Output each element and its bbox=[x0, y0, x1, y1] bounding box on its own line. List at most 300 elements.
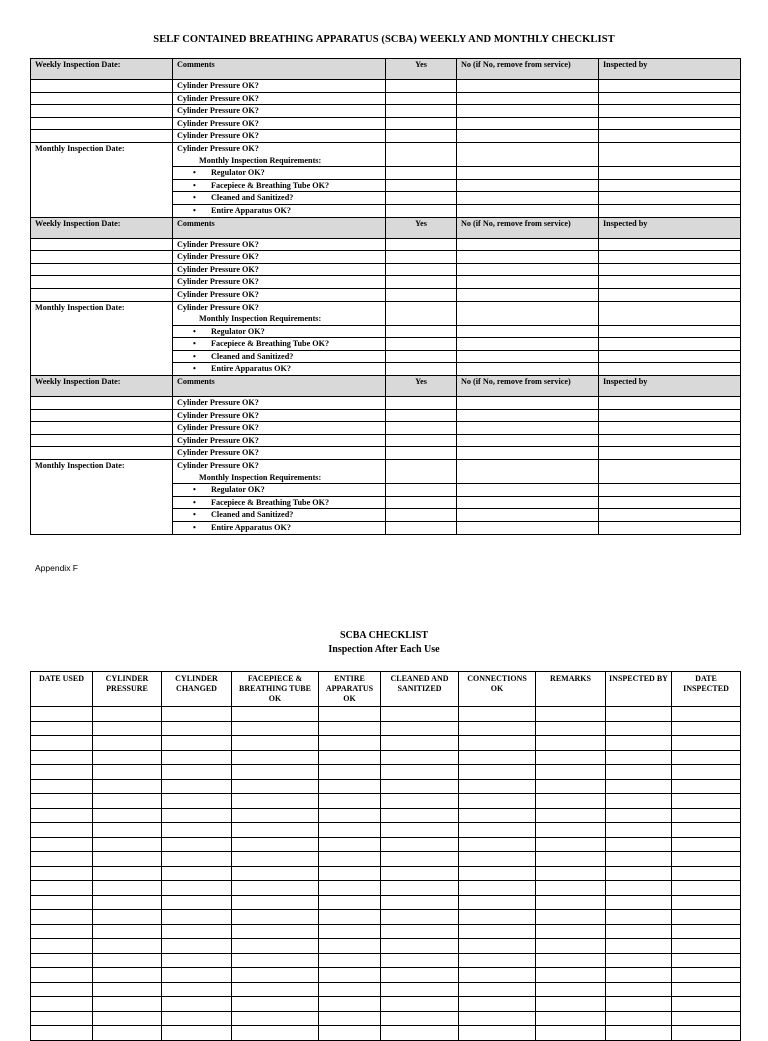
checklist-cell[interactable] bbox=[459, 968, 536, 983]
checklist-cell[interactable] bbox=[319, 750, 381, 765]
inspected-by-cell[interactable] bbox=[599, 484, 741, 497]
yes-cell[interactable] bbox=[386, 92, 457, 105]
checklist-cell[interactable] bbox=[162, 852, 232, 867]
yes-cell[interactable] bbox=[386, 117, 457, 130]
checklist-cell[interactable] bbox=[232, 1026, 319, 1041]
checklist-cell[interactable] bbox=[93, 1011, 162, 1026]
checklist-cell[interactable] bbox=[319, 779, 381, 794]
checklist-cell[interactable] bbox=[31, 939, 93, 954]
checklist-cell[interactable] bbox=[319, 997, 381, 1012]
checklist-cell[interactable] bbox=[459, 953, 536, 968]
checklist-cell[interactable] bbox=[672, 736, 741, 751]
checklist-cell[interactable] bbox=[162, 910, 232, 925]
checklist-cell[interactable] bbox=[31, 1026, 93, 1041]
checklist-cell[interactable] bbox=[381, 823, 459, 838]
checklist-cell[interactable] bbox=[536, 1011, 606, 1026]
checklist-cell[interactable] bbox=[93, 736, 162, 751]
checklist-cell[interactable] bbox=[93, 750, 162, 765]
weekly-date-cell[interactable] bbox=[31, 422, 173, 435]
checklist-cell[interactable] bbox=[536, 721, 606, 736]
checklist-cell[interactable] bbox=[381, 968, 459, 983]
checklist-cell[interactable] bbox=[672, 1011, 741, 1026]
inspected-by-cell[interactable] bbox=[599, 422, 741, 435]
checklist-cell[interactable] bbox=[319, 837, 381, 852]
inspected-by-cell[interactable] bbox=[599, 179, 741, 192]
checklist-cell[interactable] bbox=[381, 765, 459, 780]
checklist-cell[interactable] bbox=[459, 808, 536, 823]
checklist-cell[interactable] bbox=[319, 1026, 381, 1041]
checklist-cell[interactable] bbox=[606, 953, 672, 968]
yes-cell[interactable] bbox=[386, 105, 457, 118]
checklist-cell[interactable] bbox=[459, 997, 536, 1012]
checklist-cell[interactable] bbox=[606, 895, 672, 910]
checklist-cell[interactable] bbox=[536, 779, 606, 794]
checklist-cell[interactable] bbox=[606, 707, 672, 722]
checklist-cell[interactable] bbox=[606, 721, 672, 736]
checklist-cell[interactable] bbox=[31, 866, 93, 881]
checklist-cell[interactable] bbox=[536, 968, 606, 983]
checklist-cell[interactable] bbox=[536, 823, 606, 838]
checklist-cell[interactable] bbox=[31, 852, 93, 867]
yes-cell[interactable] bbox=[386, 447, 457, 460]
checklist-cell[interactable] bbox=[162, 837, 232, 852]
weekly-date-cell[interactable] bbox=[31, 238, 173, 251]
checklist-cell[interactable] bbox=[162, 982, 232, 997]
no-cell[interactable] bbox=[457, 155, 599, 167]
checklist-cell[interactable] bbox=[381, 924, 459, 939]
checklist-cell[interactable] bbox=[162, 721, 232, 736]
yes-cell[interactable] bbox=[386, 350, 457, 363]
checklist-cell[interactable] bbox=[319, 910, 381, 925]
checklist-cell[interactable] bbox=[606, 1011, 672, 1026]
inspected-by-cell[interactable] bbox=[599, 460, 741, 472]
no-cell[interactable] bbox=[457, 117, 599, 130]
yes-cell[interactable] bbox=[386, 155, 457, 167]
no-cell[interactable] bbox=[457, 313, 599, 325]
inspected-by-cell[interactable] bbox=[599, 434, 741, 447]
inspected-by-cell[interactable] bbox=[599, 325, 741, 338]
checklist-cell[interactable] bbox=[381, 837, 459, 852]
checklist-cell[interactable] bbox=[93, 881, 162, 896]
checklist-cell[interactable] bbox=[232, 736, 319, 751]
no-cell[interactable] bbox=[457, 472, 599, 484]
yes-cell[interactable] bbox=[386, 484, 457, 497]
checklist-cell[interactable] bbox=[606, 765, 672, 780]
checklist-cell[interactable] bbox=[381, 982, 459, 997]
checklist-cell[interactable] bbox=[381, 779, 459, 794]
checklist-cell[interactable] bbox=[319, 953, 381, 968]
checklist-cell[interactable] bbox=[232, 982, 319, 997]
checklist-cell[interactable] bbox=[381, 707, 459, 722]
checklist-cell[interactable] bbox=[672, 794, 741, 809]
no-cell[interactable] bbox=[457, 325, 599, 338]
checklist-cell[interactable] bbox=[606, 837, 672, 852]
checklist-cell[interactable] bbox=[93, 968, 162, 983]
checklist-cell[interactable] bbox=[459, 939, 536, 954]
checklist-cell[interactable] bbox=[606, 997, 672, 1012]
checklist-cell[interactable] bbox=[672, 779, 741, 794]
checklist-cell[interactable] bbox=[162, 794, 232, 809]
checklist-cell[interactable] bbox=[319, 982, 381, 997]
yes-cell[interactable] bbox=[386, 472, 457, 484]
checklist-cell[interactable] bbox=[459, 852, 536, 867]
weekly-date-cell[interactable] bbox=[31, 409, 173, 422]
checklist-cell[interactable] bbox=[93, 823, 162, 838]
checklist-cell[interactable] bbox=[536, 808, 606, 823]
checklist-cell[interactable] bbox=[232, 997, 319, 1012]
checklist-cell[interactable] bbox=[536, 982, 606, 997]
checklist-cell[interactable] bbox=[232, 866, 319, 881]
checklist-cell[interactable] bbox=[31, 910, 93, 925]
weekly-date-cell[interactable] bbox=[31, 276, 173, 289]
no-cell[interactable] bbox=[457, 484, 599, 497]
checklist-cell[interactable] bbox=[672, 982, 741, 997]
yes-cell[interactable] bbox=[386, 263, 457, 276]
checklist-cell[interactable] bbox=[672, 866, 741, 881]
inspected-by-cell[interactable] bbox=[599, 496, 741, 509]
checklist-cell[interactable] bbox=[381, 1026, 459, 1041]
checklist-cell[interactable] bbox=[162, 997, 232, 1012]
weekly-date-cell[interactable] bbox=[31, 397, 173, 410]
checklist-cell[interactable] bbox=[31, 924, 93, 939]
inspected-by-cell[interactable] bbox=[599, 447, 741, 460]
checklist-cell[interactable] bbox=[162, 1011, 232, 1026]
checklist-cell[interactable] bbox=[672, 953, 741, 968]
checklist-cell[interactable] bbox=[459, 736, 536, 751]
yes-cell[interactable] bbox=[386, 167, 457, 180]
checklist-cell[interactable] bbox=[232, 808, 319, 823]
checklist-cell[interactable] bbox=[672, 721, 741, 736]
checklist-cell[interactable] bbox=[672, 707, 741, 722]
checklist-cell[interactable] bbox=[606, 794, 672, 809]
checklist-cell[interactable] bbox=[31, 794, 93, 809]
checklist-cell[interactable] bbox=[93, 779, 162, 794]
checklist-cell[interactable] bbox=[672, 881, 741, 896]
yes-cell[interactable] bbox=[386, 522, 457, 535]
checklist-cell[interactable] bbox=[319, 707, 381, 722]
checklist-cell[interactable] bbox=[536, 794, 606, 809]
checklist-cell[interactable] bbox=[232, 765, 319, 780]
checklist-cell[interactable] bbox=[31, 750, 93, 765]
inspected-by-cell[interactable] bbox=[599, 167, 741, 180]
checklist-cell[interactable] bbox=[232, 953, 319, 968]
inspected-by-cell[interactable] bbox=[599, 155, 741, 167]
checklist-cell[interactable] bbox=[232, 939, 319, 954]
checklist-cell[interactable] bbox=[31, 1011, 93, 1026]
checklist-cell[interactable] bbox=[459, 1011, 536, 1026]
checklist-cell[interactable] bbox=[381, 895, 459, 910]
checklist-cell[interactable] bbox=[232, 721, 319, 736]
inspected-by-cell[interactable] bbox=[599, 263, 741, 276]
checklist-cell[interactable] bbox=[536, 939, 606, 954]
inspected-by-cell[interactable] bbox=[599, 288, 741, 301]
no-cell[interactable] bbox=[457, 276, 599, 289]
checklist-cell[interactable] bbox=[672, 837, 741, 852]
inspected-by-cell[interactable] bbox=[599, 301, 741, 313]
checklist-cell[interactable] bbox=[672, 968, 741, 983]
checklist-cell[interactable] bbox=[31, 982, 93, 997]
checklist-cell[interactable] bbox=[162, 939, 232, 954]
checklist-cell[interactable] bbox=[459, 881, 536, 896]
checklist-cell[interactable] bbox=[606, 750, 672, 765]
checklist-cell[interactable] bbox=[381, 721, 459, 736]
checklist-cell[interactable] bbox=[319, 794, 381, 809]
checklist-cell[interactable] bbox=[536, 924, 606, 939]
checklist-cell[interactable] bbox=[606, 808, 672, 823]
checklist-cell[interactable] bbox=[459, 1026, 536, 1041]
checklist-cell[interactable] bbox=[93, 982, 162, 997]
checklist-cell[interactable] bbox=[93, 721, 162, 736]
inspected-by-cell[interactable] bbox=[599, 522, 741, 535]
checklist-cell[interactable] bbox=[536, 1026, 606, 1041]
checklist-cell[interactable] bbox=[381, 881, 459, 896]
weekly-date-cell[interactable] bbox=[31, 447, 173, 460]
yes-cell[interactable] bbox=[386, 338, 457, 351]
checklist-cell[interactable] bbox=[31, 823, 93, 838]
inspected-by-cell[interactable] bbox=[599, 313, 741, 325]
checklist-cell[interactable] bbox=[232, 837, 319, 852]
no-cell[interactable] bbox=[457, 192, 599, 205]
checklist-cell[interactable] bbox=[536, 852, 606, 867]
inspected-by-cell[interactable] bbox=[599, 92, 741, 105]
checklist-cell[interactable] bbox=[536, 866, 606, 881]
checklist-cell[interactable] bbox=[93, 852, 162, 867]
checklist-cell[interactable] bbox=[536, 953, 606, 968]
checklist-cell[interactable] bbox=[232, 750, 319, 765]
checklist-cell[interactable] bbox=[672, 1026, 741, 1041]
checklist-cell[interactable] bbox=[381, 1011, 459, 1026]
checklist-cell[interactable] bbox=[31, 736, 93, 751]
yes-cell[interactable] bbox=[386, 80, 457, 93]
checklist-cell[interactable] bbox=[93, 1026, 162, 1041]
checklist-cell[interactable] bbox=[536, 837, 606, 852]
checklist-cell[interactable] bbox=[93, 837, 162, 852]
checklist-cell[interactable] bbox=[381, 939, 459, 954]
checklist-cell[interactable] bbox=[319, 852, 381, 867]
yes-cell[interactable] bbox=[386, 301, 457, 313]
checklist-cell[interactable] bbox=[31, 997, 93, 1012]
inspected-by-cell[interactable] bbox=[599, 363, 741, 376]
checklist-cell[interactable] bbox=[319, 968, 381, 983]
checklist-cell[interactable] bbox=[459, 823, 536, 838]
checklist-cell[interactable] bbox=[319, 823, 381, 838]
checklist-cell[interactable] bbox=[459, 924, 536, 939]
checklist-cell[interactable] bbox=[381, 852, 459, 867]
inspected-by-cell[interactable] bbox=[599, 192, 741, 205]
checklist-cell[interactable] bbox=[536, 736, 606, 751]
inspected-by-cell[interactable] bbox=[599, 350, 741, 363]
no-cell[interactable] bbox=[457, 460, 599, 472]
yes-cell[interactable] bbox=[386, 179, 457, 192]
checklist-cell[interactable] bbox=[232, 924, 319, 939]
checklist-cell[interactable] bbox=[31, 765, 93, 780]
yes-cell[interactable] bbox=[386, 204, 457, 217]
inspected-by-cell[interactable] bbox=[599, 251, 741, 264]
no-cell[interactable] bbox=[457, 92, 599, 105]
checklist-cell[interactable] bbox=[606, 823, 672, 838]
yes-cell[interactable] bbox=[386, 313, 457, 325]
checklist-cell[interactable] bbox=[672, 924, 741, 939]
no-cell[interactable] bbox=[457, 288, 599, 301]
checklist-cell[interactable] bbox=[459, 794, 536, 809]
checklist-cell[interactable] bbox=[162, 707, 232, 722]
yes-cell[interactable] bbox=[386, 130, 457, 143]
weekly-date-cell[interactable] bbox=[31, 251, 173, 264]
checklist-cell[interactable] bbox=[381, 866, 459, 881]
checklist-cell[interactable] bbox=[31, 968, 93, 983]
checklist-cell[interactable] bbox=[381, 794, 459, 809]
weekly-date-cell[interactable] bbox=[31, 92, 173, 105]
checklist-cell[interactable] bbox=[93, 707, 162, 722]
checklist-cell[interactable] bbox=[31, 808, 93, 823]
checklist-cell[interactable] bbox=[232, 794, 319, 809]
checklist-cell[interactable] bbox=[606, 736, 672, 751]
checklist-cell[interactable] bbox=[606, 866, 672, 881]
checklist-cell[interactable] bbox=[93, 794, 162, 809]
checklist-cell[interactable] bbox=[606, 881, 672, 896]
no-cell[interactable] bbox=[457, 80, 599, 93]
checklist-cell[interactable] bbox=[606, 924, 672, 939]
checklist-cell[interactable] bbox=[459, 779, 536, 794]
no-cell[interactable] bbox=[457, 422, 599, 435]
weekly-date-cell[interactable] bbox=[31, 434, 173, 447]
yes-cell[interactable] bbox=[386, 509, 457, 522]
checklist-cell[interactable] bbox=[232, 823, 319, 838]
checklist-cell[interactable] bbox=[232, 968, 319, 983]
no-cell[interactable] bbox=[457, 179, 599, 192]
checklist-cell[interactable] bbox=[606, 1026, 672, 1041]
checklist-cell[interactable] bbox=[672, 895, 741, 910]
yes-cell[interactable] bbox=[386, 238, 457, 251]
checklist-cell[interactable] bbox=[31, 779, 93, 794]
checklist-cell[interactable] bbox=[672, 750, 741, 765]
checklist-cell[interactable] bbox=[232, 881, 319, 896]
checklist-cell[interactable] bbox=[162, 881, 232, 896]
checklist-cell[interactable] bbox=[536, 910, 606, 925]
checklist-cell[interactable] bbox=[31, 895, 93, 910]
checklist-cell[interactable] bbox=[381, 910, 459, 925]
checklist-cell[interactable] bbox=[162, 779, 232, 794]
weekly-date-cell[interactable] bbox=[31, 288, 173, 301]
yes-cell[interactable] bbox=[386, 325, 457, 338]
checklist-cell[interactable] bbox=[93, 939, 162, 954]
checklist-cell[interactable] bbox=[459, 910, 536, 925]
checklist-cell[interactable] bbox=[672, 852, 741, 867]
checklist-cell[interactable] bbox=[93, 895, 162, 910]
checklist-cell[interactable] bbox=[606, 939, 672, 954]
no-cell[interactable] bbox=[457, 434, 599, 447]
inspected-by-cell[interactable] bbox=[599, 80, 741, 93]
checklist-cell[interactable] bbox=[459, 895, 536, 910]
checklist-cell[interactable] bbox=[459, 721, 536, 736]
no-cell[interactable] bbox=[457, 409, 599, 422]
checklist-cell[interactable] bbox=[381, 736, 459, 751]
checklist-cell[interactable] bbox=[93, 866, 162, 881]
no-cell[interactable] bbox=[457, 363, 599, 376]
checklist-cell[interactable] bbox=[93, 953, 162, 968]
checklist-cell[interactable] bbox=[232, 895, 319, 910]
yes-cell[interactable] bbox=[386, 142, 457, 154]
checklist-cell[interactable] bbox=[536, 750, 606, 765]
inspected-by-cell[interactable] bbox=[599, 397, 741, 410]
yes-cell[interactable] bbox=[386, 251, 457, 264]
weekly-date-cell[interactable] bbox=[31, 130, 173, 143]
checklist-cell[interactable] bbox=[606, 910, 672, 925]
checklist-cell[interactable] bbox=[672, 939, 741, 954]
checklist-cell[interactable] bbox=[162, 968, 232, 983]
no-cell[interactable] bbox=[457, 496, 599, 509]
checklist-cell[interactable] bbox=[606, 852, 672, 867]
no-cell[interactable] bbox=[457, 204, 599, 217]
checklist-cell[interactable] bbox=[319, 866, 381, 881]
checklist-cell[interactable] bbox=[31, 721, 93, 736]
no-cell[interactable] bbox=[457, 350, 599, 363]
checklist-cell[interactable] bbox=[672, 910, 741, 925]
yes-cell[interactable] bbox=[386, 460, 457, 472]
checklist-cell[interactable] bbox=[459, 707, 536, 722]
checklist-cell[interactable] bbox=[31, 837, 93, 852]
checklist-cell[interactable] bbox=[459, 750, 536, 765]
checklist-cell[interactable] bbox=[93, 910, 162, 925]
inspected-by-cell[interactable] bbox=[599, 130, 741, 143]
checklist-cell[interactable] bbox=[162, 1026, 232, 1041]
yes-cell[interactable] bbox=[386, 422, 457, 435]
checklist-cell[interactable] bbox=[162, 823, 232, 838]
inspected-by-cell[interactable] bbox=[599, 338, 741, 351]
checklist-cell[interactable] bbox=[459, 866, 536, 881]
checklist-cell[interactable] bbox=[459, 765, 536, 780]
checklist-cell[interactable] bbox=[162, 895, 232, 910]
no-cell[interactable] bbox=[457, 301, 599, 313]
yes-cell[interactable] bbox=[386, 276, 457, 289]
no-cell[interactable] bbox=[457, 238, 599, 251]
checklist-cell[interactable] bbox=[606, 982, 672, 997]
checklist-cell[interactable] bbox=[232, 910, 319, 925]
checklist-cell[interactable] bbox=[536, 881, 606, 896]
checklist-cell[interactable] bbox=[536, 895, 606, 910]
checklist-cell[interactable] bbox=[319, 736, 381, 751]
checklist-cell[interactable] bbox=[93, 765, 162, 780]
checklist-cell[interactable] bbox=[672, 823, 741, 838]
yes-cell[interactable] bbox=[386, 288, 457, 301]
checklist-cell[interactable] bbox=[319, 808, 381, 823]
no-cell[interactable] bbox=[457, 105, 599, 118]
weekly-date-cell[interactable] bbox=[31, 263, 173, 276]
no-cell[interactable] bbox=[457, 130, 599, 143]
checklist-cell[interactable] bbox=[232, 707, 319, 722]
inspected-by-cell[interactable] bbox=[599, 204, 741, 217]
checklist-cell[interactable] bbox=[162, 953, 232, 968]
checklist-cell[interactable] bbox=[459, 982, 536, 997]
checklist-cell[interactable] bbox=[319, 765, 381, 780]
checklist-cell[interactable] bbox=[606, 968, 672, 983]
checklist-cell[interactable] bbox=[319, 895, 381, 910]
inspected-by-cell[interactable] bbox=[599, 472, 741, 484]
no-cell[interactable] bbox=[457, 142, 599, 154]
checklist-cell[interactable] bbox=[536, 707, 606, 722]
checklist-cell[interactable] bbox=[319, 924, 381, 939]
checklist-cell[interactable] bbox=[162, 924, 232, 939]
inspected-by-cell[interactable] bbox=[599, 105, 741, 118]
checklist-cell[interactable] bbox=[606, 779, 672, 794]
no-cell[interactable] bbox=[457, 447, 599, 460]
checklist-cell[interactable] bbox=[459, 837, 536, 852]
inspected-by-cell[interactable] bbox=[599, 142, 741, 154]
no-cell[interactable] bbox=[457, 338, 599, 351]
weekly-date-cell[interactable] bbox=[31, 105, 173, 118]
checklist-cell[interactable] bbox=[381, 953, 459, 968]
checklist-cell[interactable] bbox=[31, 953, 93, 968]
